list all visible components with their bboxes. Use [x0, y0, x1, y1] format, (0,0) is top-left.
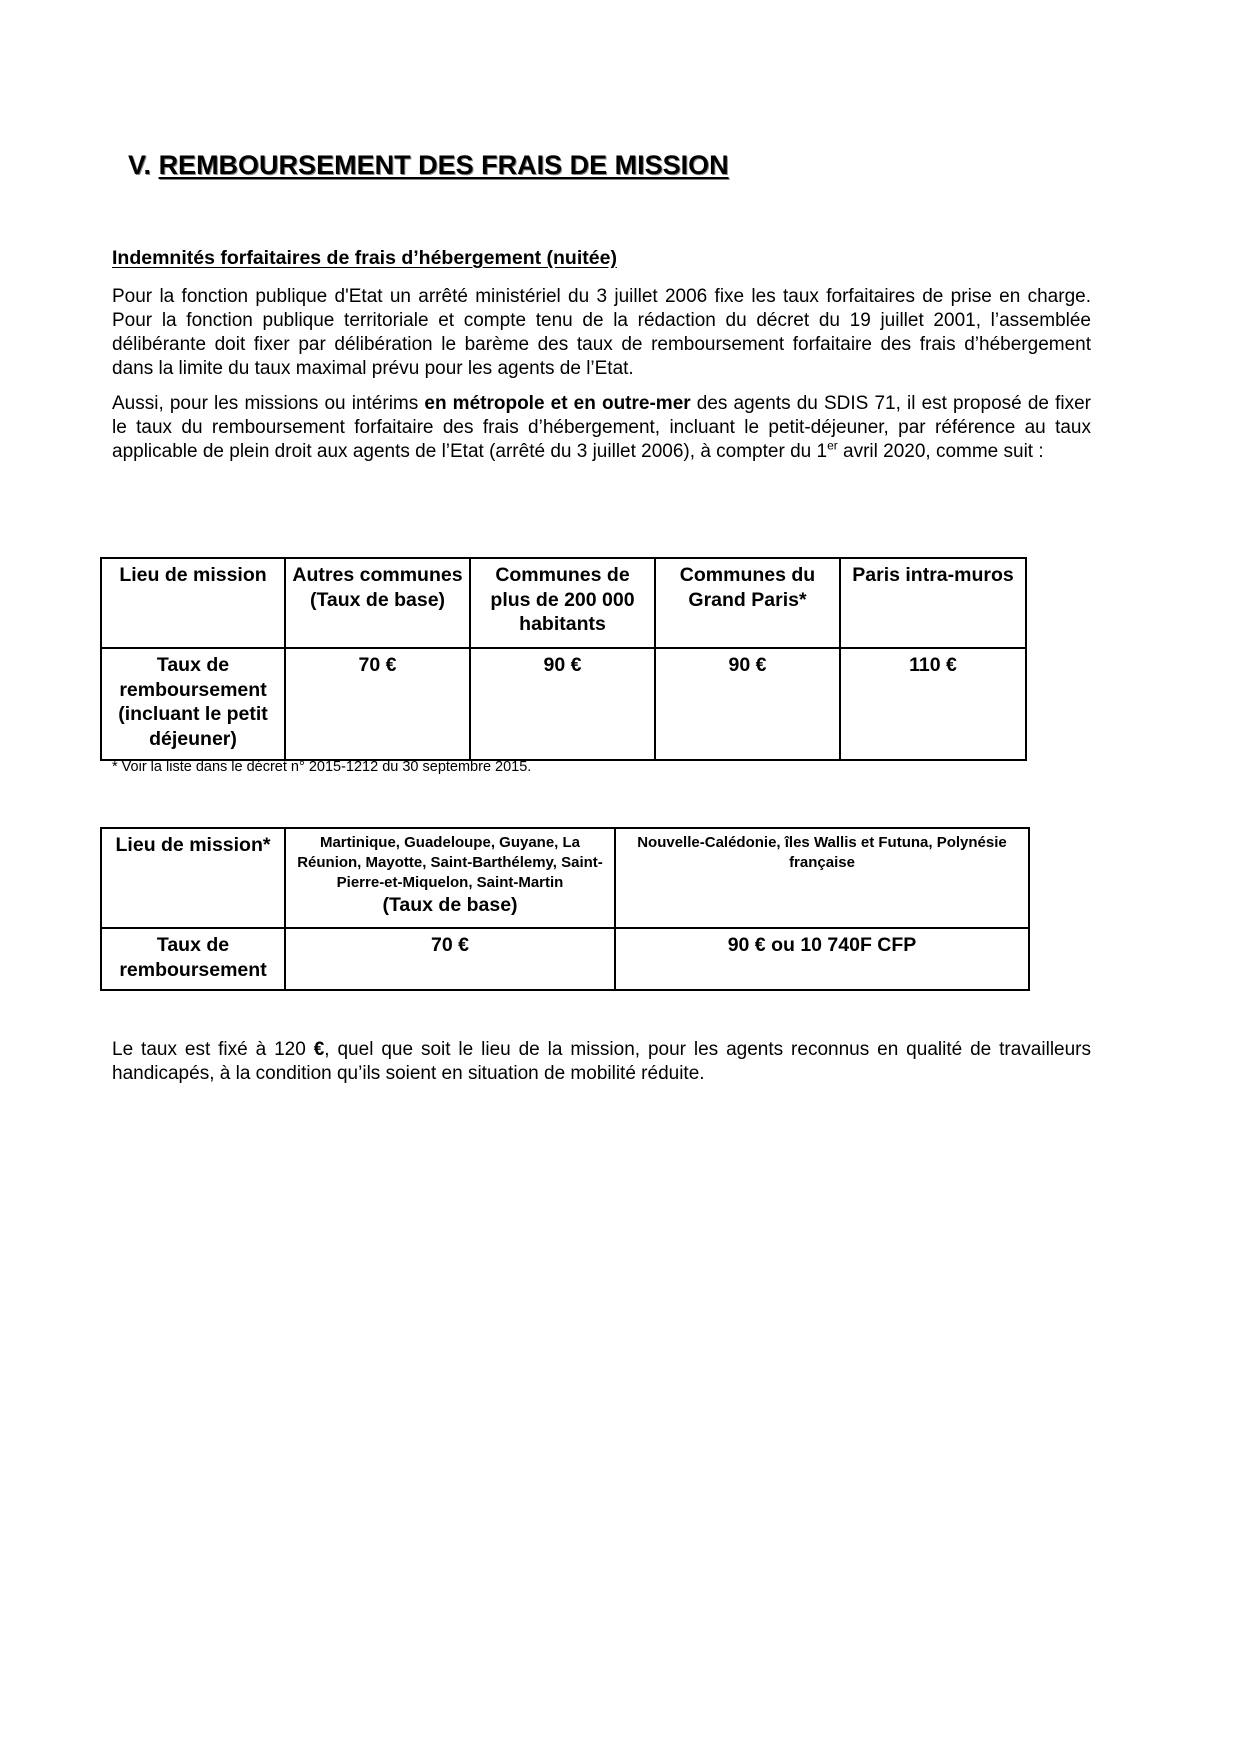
paragraph-proposal-bold: en métropole et en outre-mer [424, 393, 691, 414]
rate-cell: 70 € [285, 928, 615, 990]
table-row [101, 648, 1026, 760]
rate-cell: 90 € [470, 648, 655, 760]
table-header-row [101, 828, 1029, 928]
table-header-cell: Communes du Grand Paris* [655, 558, 840, 648]
paragraph-handicap-end: , quel que soit le lieu de la mission, pour les agents reconnus en qualité de travailleurs handicapés, à la condition qu’ils soient en situation de mobilité réduite. [112, 1039, 1091, 1084]
paragraph-proposal-start: Aussi, pour les missions ou intérims [112, 393, 425, 414]
table-header-cell [285, 828, 615, 928]
paragraph-proposal [112, 392, 1091, 464]
paragraph-proposal-end: avril 2020, comme suit : [837, 441, 1044, 462]
row-label-cell: Taux de remboursement [101, 928, 285, 990]
paragraph-handicap [112, 1038, 1091, 1086]
table-header-cell: Communes de plus de 200 000 habitants [470, 558, 655, 648]
euro-symbol: € [313, 1039, 325, 1060]
subsection-heading: Indemnités forfaitaires de frais d’hébergement (nuitée) [112, 247, 617, 269]
table-metropole-rates [100, 557, 1027, 761]
rate-cell: 90 € ou 10 740F CFP [615, 928, 1029, 990]
table-header-cell: Lieu de mission* [101, 828, 285, 928]
base-rate-label: (Taux de base) [382, 894, 518, 916]
table-header-cell: Lieu de mission [101, 558, 285, 648]
paragraph-handicap-start: Le taux est fixé à 120 [112, 1039, 314, 1060]
ordinal-superscript: er [827, 438, 838, 453]
table-header-cell: Autres communes (Taux de base) [285, 558, 470, 648]
row-label-cell: Taux de remboursement (incluant le petit déjeuner) [101, 648, 285, 760]
section-heading [128, 150, 729, 181]
rate-cell: 110 € [840, 648, 1026, 760]
footnote: * Voir la liste dans le décret n° 2015-1212 du 30 septembre 2015. [112, 759, 532, 775]
paragraph-proposal-middle: des agents du SDIS 71, il est proposé de fixer le taux du remboursement forfaitaire des frais d’hébergement, incluant le petit-déjeuner, par référence au taux applicable de plein droit aux agents de l’Etat (arrêté du 3 juillet 2006), à compter du 1 [112, 393, 1091, 462]
rate-cell: 70 € [285, 648, 470, 760]
territory-list: Martinique, Guadeloupe, Guyane, La Réunion, Mayotte, Saint-Barthélemy, Saint-Pierre-et-Miquelon, Saint-Martin [297, 834, 603, 891]
rate-cell: 90 € [655, 648, 840, 760]
table-outremer-rates [100, 827, 1030, 991]
table-header-cell: Paris intra-muros [840, 558, 1026, 648]
section-number: V. [128, 150, 152, 180]
table-row [101, 928, 1029, 990]
section-title: REMBOURSEMENT DES FRAIS DE MISSION [158, 150, 729, 180]
table-header-cell [615, 828, 1029, 928]
territory-list: Nouvelle-Calédonie, îles Wallis et Futuna, Polynésie française [637, 834, 1007, 871]
paragraph-intro: Pour la fonction publique d'Etat un arrêté ministériel du 3 juillet 2006 fixe les taux forfaitaires de prise en charge. Pour la fonction publique territoriale et compte tenu de la rédaction du décret du 19 juillet 2001, l’assemblée délibérante doit fixer par délibération le barème des taux de remboursement forfaitaire des frais d’hébergement dans la limite du taux maximal prévu pour les agents de l’Etat. [112, 286, 1091, 379]
table-header-row [101, 558, 1026, 648]
